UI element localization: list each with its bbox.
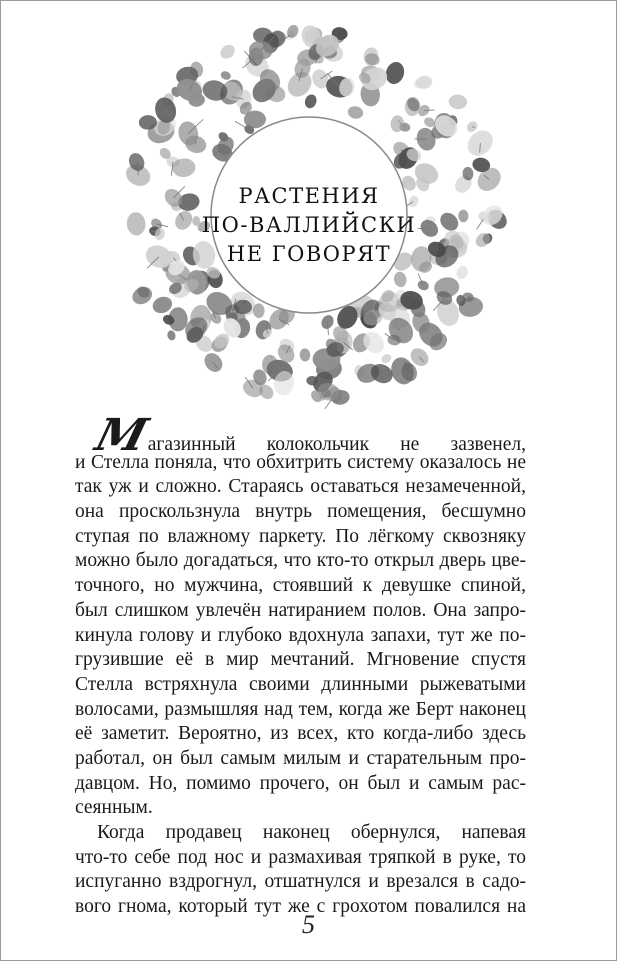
text-line-content: Стелла встряхнула своими длинными рыжеватыми xyxy=(75,673,526,695)
text-line xyxy=(75,549,526,574)
text-line-content: испуганно вздрогнул, отшатнулся и врезался в садо- xyxy=(75,871,526,893)
leaf xyxy=(126,211,147,236)
chapter-title-line: ПО-ВАЛЛИЙСКИ xyxy=(201,213,417,237)
text-line-content: работал, он был самым милым и старательным про- xyxy=(75,747,526,769)
text-line-content: волосами, размышляя над тем, когда же Берт наконец xyxy=(75,698,526,720)
leaf xyxy=(380,352,393,365)
leaf xyxy=(416,279,430,292)
leaf xyxy=(383,60,407,87)
text-line-content: её заметит. Вероятно, из всех, кто когда-либо здесь xyxy=(75,723,526,745)
text-line xyxy=(75,698,526,723)
text-line-content: ступая по влажному паркету. По лёгкому сквозняку xyxy=(75,525,526,547)
leaf xyxy=(458,210,468,223)
leaf xyxy=(393,271,408,289)
text-line xyxy=(75,451,526,476)
chapter-title xyxy=(159,182,459,269)
text-line-content: так уж и сложно. Стараясь оставаться незамеченной, xyxy=(75,476,526,498)
text-line-content: точного, но мужчина, стоявший к девушке спиной, xyxy=(75,575,526,597)
leaf xyxy=(218,42,238,62)
text-line-content: агазинный колокольчик не зазвенел, xyxy=(147,434,526,455)
text-line xyxy=(75,574,526,599)
text-line xyxy=(75,673,526,698)
text-line xyxy=(75,624,526,649)
leaf xyxy=(166,329,176,341)
text-line xyxy=(75,821,526,846)
chapter-title-line: РАСТЕНИЯ xyxy=(238,184,380,208)
drop-cap: М xyxy=(90,410,153,461)
text-line xyxy=(75,772,526,797)
text-line xyxy=(75,525,526,550)
text-line xyxy=(75,722,526,747)
text-line xyxy=(75,747,526,772)
text-line-content: сеянным. xyxy=(75,797,153,819)
text-line-content: вого гнома, который тут же с грохотом повалился на xyxy=(75,896,526,918)
leaf xyxy=(448,94,467,110)
text-line xyxy=(75,599,526,624)
text-line xyxy=(75,648,526,673)
leaf xyxy=(299,348,310,361)
text-line xyxy=(75,846,526,871)
leaf xyxy=(303,93,318,110)
text-line xyxy=(75,870,526,895)
text-line xyxy=(75,410,526,461)
text-line-content: можно было догадаться, что кто-то открыл дверь цве- xyxy=(75,550,526,572)
text-line-content: кинула голову и глубоко вдохнула запахи, тут же по- xyxy=(75,624,526,646)
leaf xyxy=(253,303,265,318)
page-number: 5 xyxy=(302,910,315,939)
leaf xyxy=(219,70,232,82)
text-line xyxy=(75,475,526,500)
text-line-content: и Стелла поняла, что обхитрить систему оказалось не xyxy=(75,451,526,473)
text-line-content: был слишком увлечён натиранием полов. Она запро- xyxy=(75,599,526,621)
chapter-title-line: НЕ ГОВОРЯТ xyxy=(226,242,392,266)
leaf xyxy=(347,105,365,120)
text-line xyxy=(75,796,526,821)
text-line xyxy=(75,500,526,525)
text-line-content: она проскользнула внутрь помещения, бесшумно xyxy=(75,501,526,523)
text-line-content: Когда продавец наконец обернулся, напевая xyxy=(97,822,526,843)
text-line-content: что-то себе под нос и размахивая тряпкой в руке, то xyxy=(75,846,526,868)
leaf xyxy=(129,284,155,308)
text-line-content: давцом. Но, помимо прочего, он был и самым рас- xyxy=(75,772,526,794)
text-line-content: грузившие её в мир мечтаний. Мгновение спустя xyxy=(75,649,526,671)
body-text xyxy=(75,410,526,920)
